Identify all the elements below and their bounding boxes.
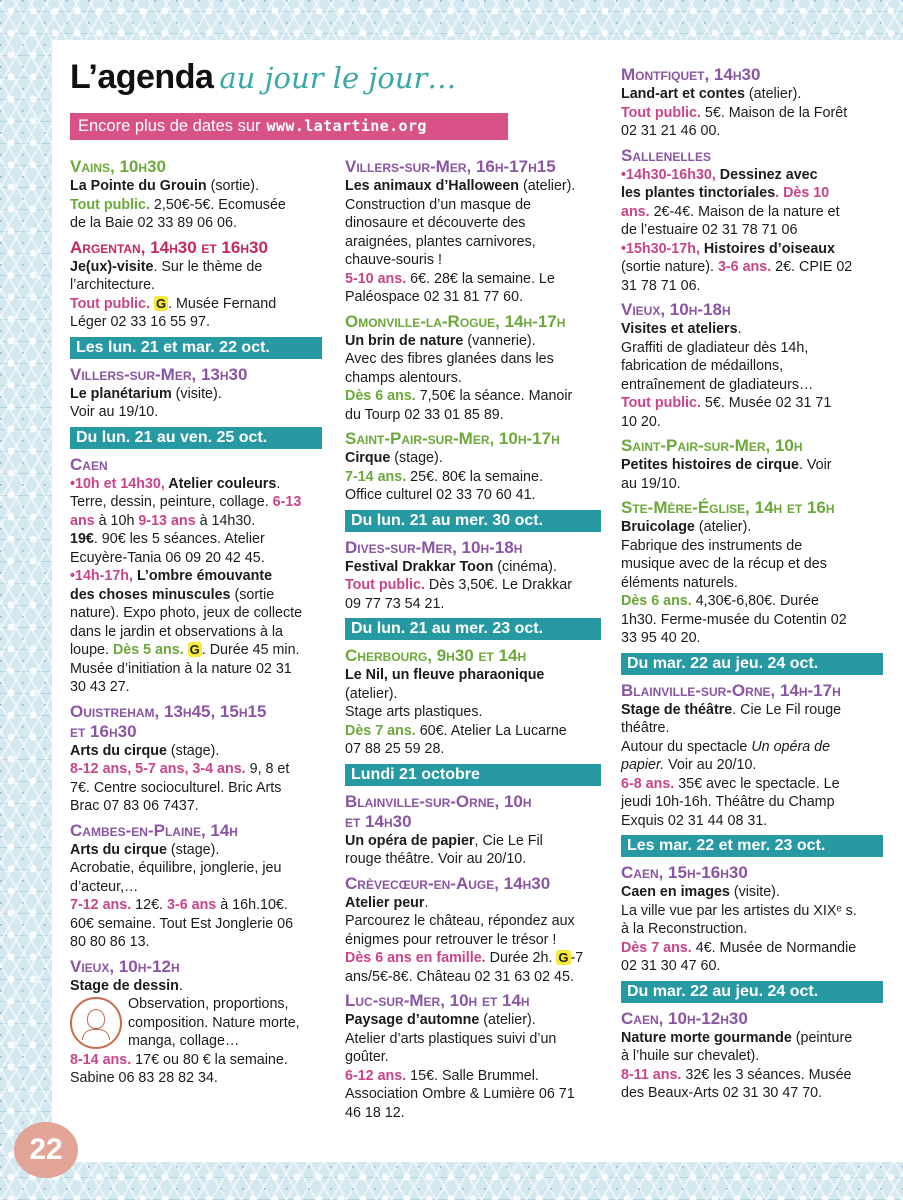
- date-bar: Du lun. 21 au ven. 25 oct.: [70, 427, 322, 449]
- event-vieux-dessin: Vieux, 10h-12h Stage de dessin. Observation, proportions, composition. Nature morte, manga, collage… 8-14 ans. 17€ ou 80 € la semaine. Sabine 06 83 28 82 34.: [70, 957, 322, 1088]
- event-title: Un brin de nature: [345, 332, 464, 349]
- website-banner: [70, 113, 508, 140]
- event-place: Montfiquet, 14h30: [621, 65, 761, 84]
- audience-label: Tout public.: [621, 395, 701, 411]
- audience-label: Dès 7 ans.: [345, 722, 416, 739]
- event-place: Vieux, 10h-18h: [621, 300, 731, 319]
- event-caen-images: Caen, 15h-16h30 Caen en images (visite). La ville vue par les artistes du XIXᵉ s. à la Reconstruction. Dès 7 ans. 4€. Musée de Normandie 02 31 30 47 60.: [621, 863, 883, 976]
- audience-label: Tout public.: [621, 104, 701, 121]
- event-place: Luc-sur-Mer, 10h et 14h: [345, 991, 530, 1010]
- event-title: Histoires d’oiseaux: [699, 240, 835, 257]
- free-badge-icon: G: [189, 642, 200, 657]
- event-title: Stage de théâtre: [621, 701, 733, 718]
- event-title: Nature morte gourmande: [621, 1029, 792, 1046]
- free-badge-icon: G: [155, 295, 167, 311]
- event-title: Arts du cirque: [70, 841, 167, 858]
- event-crevecoeur: Crèvecœur-en-Auge, 14h30 Atelier peur. Parcourez le château, répondez aux énigmes pour retrouver le trésor ! Dès 6 ans en famille. Durée 2h. G -7 ans/5€-8€. Château 02 31 63 02 45.: [345, 874, 601, 987]
- audience-label: Dès 6 ans.: [345, 388, 416, 404]
- event-title: Le Nil, un fleuve pharaonique: [345, 667, 545, 683]
- audience-label: 5-10 ans.: [345, 270, 407, 287]
- event-title: Visites et ateliers: [621, 321, 738, 337]
- event-saint-pair-histoires: Saint-Pair-sur-Mer, 10h Petites histoires de cirque. Voir au 19/10.: [621, 436, 883, 493]
- event-montfiquet: Montfiquet, 14h30 Land-art et contes (atelier). Tout public. 5€. Maison de la Forêt 02 31 21 46 00.: [621, 65, 883, 141]
- date-bar: Du mar. 22 au jeu. 24 oct.: [621, 653, 883, 675]
- audience-label: 8-12 ans, 5-7 ans, 3-4 ans.: [70, 761, 246, 777]
- event-place: Argentan, 14h30 et 16h30: [70, 237, 268, 257]
- column-3: [621, 65, 883, 1108]
- agenda-page: [52, 40, 903, 1162]
- audience-label: Tout public.: [70, 295, 150, 312]
- free-badge-icon: G: [558, 950, 569, 965]
- event-place: Blainville-sur-Orne, 10h: [345, 791, 532, 811]
- event-place: Omonville-la-Rogue, 14h-17h: [345, 311, 566, 331]
- event-place: Crèvecœur-en-Auge, 14h30: [345, 873, 551, 893]
- event-title: Land-art et contes: [621, 86, 745, 102]
- audience-label: Dès 7 ans.: [621, 939, 692, 956]
- date-bar: Du mar. 22 au jeu. 24 oct.: [621, 981, 883, 1003]
- event-place: Villers-sur-Mer, 16h-17h15: [345, 157, 556, 176]
- date-bar: Lundi 21 octobre: [345, 764, 601, 786]
- event-title: L’ombre émouvante: [133, 568, 273, 584]
- event-place: Sallenelles: [621, 145, 712, 165]
- event-title: La Pointe du Grouin: [70, 178, 207, 194]
- event-title: Un opéra de papier: [345, 832, 475, 849]
- event-title: Festival Drakkar Toon: [345, 558, 494, 575]
- event-title: Le planétarium: [70, 385, 172, 402]
- date-bar: Les lun. 21 et mar. 22 oct.: [70, 337, 322, 359]
- event-title: Paysage d’automne: [345, 1012, 480, 1028]
- event-ouistreham: Ouistreham, 13h45, 15h15 et 16h30 Arts du cirque (stage). 8-12 ans, 5-7 ans, 3-4 ans. 9, 8 et 7€. Centre socioculturel. Bric Arts Brac 07 83 06 7437.: [70, 702, 322, 816]
- audience-label: 8-11 ans.: [621, 1066, 682, 1083]
- event-title: Petites histoires de cirque: [621, 457, 799, 473]
- page-number: 22: [14, 1122, 78, 1178]
- audience-label: Dès 6 ans.: [621, 593, 692, 609]
- date-bar: Du lun. 21 au mer. 23 oct.: [345, 618, 601, 640]
- event-caen: Caen •10h et 14h30, Atelier couleurs. Terre, dessin, peinture, collage. 6-13 ans à 10h 9-13 ans à 14h30. 19€. 90€ les 5 séances. Atelier Ecuyère-Tania 06 09 20 42 45. •14h-17h, L’ombre émouvante des choses minuscules (sortie nature). Expo photo, jeux de collecte dans le jardin et observations à la loupe. Dès 5 ans. G . Durée 45 min. Musée d’initiation à la nature 02 31 30 43 27.: [70, 455, 322, 697]
- date-bar: Les mar. 22 et mer. 23 oct.: [621, 835, 883, 857]
- website-link[interactable]: www.latartine.org: [266, 117, 427, 135]
- portrait-icon: [70, 997, 122, 1049]
- audience-label: Tout public.: [70, 196, 150, 213]
- banner-text: Encore plus de dates sur: [78, 117, 261, 135]
- event-title: Je(ux)-visite: [70, 258, 154, 275]
- event-vieux-gladiateurs: Vieux, 10h-18h Visites et ateliers. Graffiti de gladiateur dès 14h, fabrication de médaillons, entraînement de gladiateurs… Tout public. 5€. Musée 02 31 71 10 20.: [621, 300, 883, 431]
- audience-label: Dès 6 ans en famille.: [345, 950, 486, 966]
- column-1: [70, 157, 322, 1093]
- event-place: Blainville-sur-Orne, 14h-17h: [621, 680, 841, 700]
- event-place: Caen: [70, 454, 108, 474]
- event-title: Atelier couleurs: [164, 475, 277, 492]
- event-place: Ouistreham, 13h45, 15h15: [70, 701, 267, 721]
- event-title: Les animaux d’Halloween: [345, 178, 519, 194]
- event-place: Ste-Mère-Église, 14h et 16h: [621, 498, 835, 517]
- event-place: Saint-Pair-sur-Mer, 10h-17h: [345, 429, 560, 448]
- event-place: Dives-sur-Mer, 10h-18h: [345, 537, 523, 557]
- event-place: Caen, 15h-16h30: [621, 863, 748, 882]
- audience-label: Dès 5 ans.: [112, 642, 184, 658]
- column-2: [345, 157, 601, 1127]
- event-place: Vains, 10h30: [70, 157, 166, 176]
- event-dives: Dives-sur-Mer, 10h-18h Festival Drakkar Toon (cinéma). Tout public. Dès 3,50€. Le Drakkar 09 77 73 54 21.: [345, 538, 601, 614]
- event-title: Bruicolage: [621, 519, 695, 535]
- event-place: Cambes-en-Plaine, 14h: [70, 820, 238, 840]
- event-omonville: Omonville-la-Rogue, 14h-17h Un brin de nature (vannerie). Avec des fibres glanées dans les champs alentours. Dès 6 ans. 7,50€ la séance. Manoir du Tourp 02 33 01 85 89.: [345, 312, 601, 425]
- event-place: Caen, 10h-12h30: [621, 1008, 748, 1028]
- event-vains: Vains, 10h30 La Pointe du Grouin (sortie). Tout public. 2,50€-5€. Ecomusée de la Baie 02 33 89 06 06.: [70, 157, 322, 233]
- event-place: Villers-sur-Mer, 13h30: [70, 364, 248, 384]
- event-villers-halloween: Villers-sur-Mer, 16h-17h15 Les animaux d’Halloween (atelier). Construction d’un masque de dinosaure et découverte des araignées, plantes carnivores, chauve-souris ! 5-10 ans. 6€. 28€ la semaine. Le Paléospace 02 31 81 77 60.: [345, 157, 601, 307]
- audience-label: 6-8 ans.: [621, 775, 675, 792]
- event-argentan: Argentan, 14h30 et 16h30 Je(ux)-visite. Sur le thème de l’architecture. Tout public. G . Musée Fernand Léger 02 33 16 55 97.: [70, 238, 322, 332]
- event-title: Cirque: [345, 450, 391, 466]
- audience-label: Tout public.: [345, 577, 425, 593]
- event-sallenelles: Sallenelles •14h30-16h30, Dessinez avec les plantes tinctoriales. Dès 10 ans. 2€-4€. Maison de la nature et de l’estuaire 02 31 78 71 06 •15h30-17h, Histoires d’oiseaux (sortie nature). 3-6 ans. 2€. CPIE 02 31 78 71 06.: [621, 146, 883, 296]
- page-subtitle-script: au jour le jour…: [219, 61, 457, 95]
- event-title: Dessinez avec: [715, 166, 818, 183]
- event-place: Cherbourg, 9h30 et 14h: [345, 646, 527, 665]
- audience-label: 7-14 ans.: [345, 468, 407, 485]
- event-place: Saint-Pair-sur-Mer, 10h: [621, 436, 803, 455]
- agenda-header: [70, 58, 456, 97]
- event-place: Vieux, 10h-12h: [70, 956, 180, 976]
- event-blainville-opera: Blainville-sur-Orne, 10h et 14h30 Un opéra de papier, Cie Le Fil rouge théâtre. Voir au 20/10.: [345, 792, 601, 869]
- event-cambes: Cambes-en-Plaine, 14h Arts du cirque (stage). Acrobatie, équilibre, jonglerie, jeu d’acteur,… 7-12 ans. 12€. 3-6 ans à 16h.10€. 60€ semaine. Tout Est Jonglerie 06 80 80 86 13.: [70, 821, 322, 952]
- event-saint-pair-cirque: Saint-Pair-sur-Mer, 10h-17h Cirque (stage). 7-14 ans. 25€. 80€ la semaine. Office culturel 02 33 70 60 41.: [345, 429, 601, 505]
- event-villers-planetarium: Villers-sur-Mer, 13h30 Le planétarium (visite). Voir au 19/10.: [70, 365, 322, 422]
- event-title: Arts du cirque: [70, 742, 167, 759]
- event-caen-nature-morte: Caen, 10h-12h30 Nature morte gourmande (peinture à l’huile sur chevalet). 8-11 ans. 32€ les 3 séances. Musée des Beaux-Arts 02 31 30 47 70.: [621, 1009, 883, 1103]
- audience-label: 8-14 ans.: [70, 1051, 132, 1068]
- event-title: Atelier peur: [345, 894, 425, 911]
- event-title: Caen en images: [621, 884, 730, 900]
- audience-label: 3-6 ans.: [717, 259, 772, 275]
- audience-label: 6-12 ans.: [345, 1067, 407, 1084]
- page-title: L’agenda: [70, 58, 214, 96]
- event-luc-sur-mer: Luc-sur-Mer, 10h et 14h Paysage d’automne (atelier). Atelier d’arts plastiques suivi d’un goûter. 6-12 ans. 15€. Salle Brummel. Association Ombre & Lumière 06 71 46 18 12.: [345, 991, 601, 1122]
- date-bar: Du lun. 21 au mer. 30 oct.: [345, 510, 601, 532]
- event-title: Stage de dessin: [70, 977, 179, 994]
- event-blainville-theatre: Blainville-sur-Orne, 14h-17h Stage de théâtre. Cie Le Fil rouge théâtre. Autour du spectacle Un opéra de papier. Voir au 20/10. 6-8 ans. 35€ avec le spectacle. Le jeudi 10h-16h. Théâtre du Champ Exquis 02 31 44 08 31.: [621, 681, 883, 831]
- event-cherbourg: Cherbourg, 9h30 et 14h Le Nil, un fleuve pharaonique (atelier). Stage arts plastiques. Dès 7 ans. 60€. Atelier La Lucarne 07 88 25 59 28.: [345, 646, 601, 759]
- event-ste-mere-eglise: Ste-Mère-Église, 14h et 16h Bruicolage (atelier). Fabrique des instruments de musique avec de la récup et des éléments naturels. Dès 6 ans. 4,30€-6,80€. Durée 1h30. Ferme-musée du Cotentin 02 33 95 40 20.: [621, 498, 883, 648]
